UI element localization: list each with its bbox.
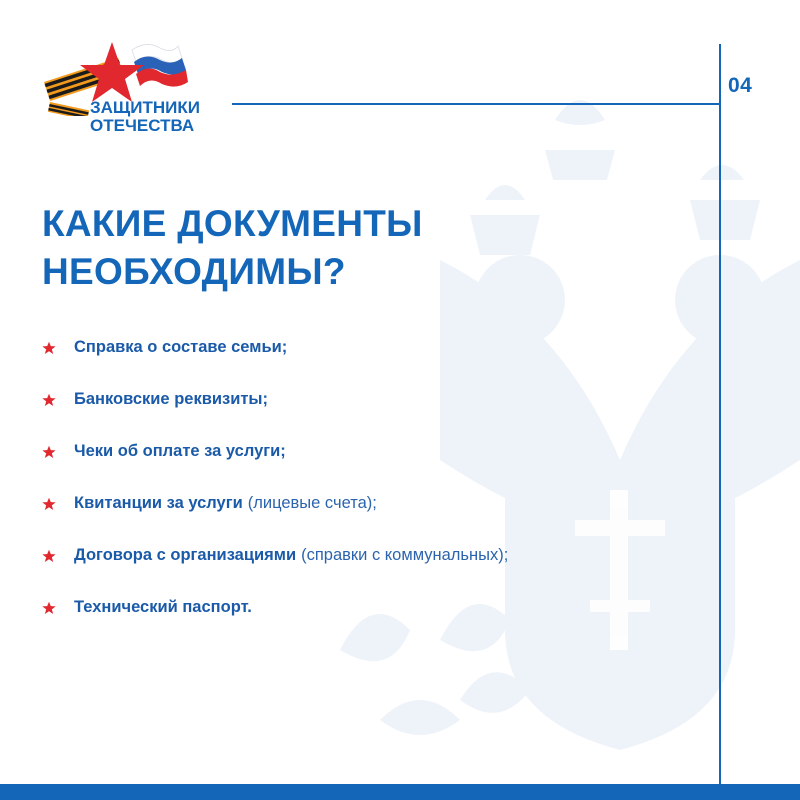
item-main-text: Квитанции за услуги <box>74 494 243 512</box>
red-star-bullet-icon <box>42 497 56 511</box>
red-star-bullet-icon <box>42 393 56 407</box>
red-star-bullet-icon <box>42 445 56 459</box>
list-item <box>42 338 508 390</box>
title-line-2: НЕОБХОДИМЫ? <box>42 251 346 292</box>
logo-line-1: ЗАЩИТНИКИ <box>90 98 200 117</box>
list-item <box>42 442 508 494</box>
red-star-bullet-icon <box>42 601 56 615</box>
list-item <box>42 494 508 546</box>
bottom-bar <box>0 784 800 800</box>
red-star-bullet-icon <box>42 549 56 563</box>
item-extra-text: (справки с коммунальных); <box>301 546 509 564</box>
page-title <box>42 200 423 296</box>
logo-line-2: ОТЕЧЕСТВА <box>90 116 195 135</box>
documents-list <box>42 338 508 650</box>
item-main-text: Договора с организациями <box>74 546 297 564</box>
list-item <box>42 598 508 650</box>
header-divider <box>232 103 720 105</box>
item-main-text: Технический паспорт. <box>74 598 252 616</box>
list-item <box>42 546 508 598</box>
red-star-bullet-icon <box>42 341 56 355</box>
item-main-text: Чеки об оплате за услуги; <box>74 442 286 460</box>
item-extra-text: (лицевые счета); <box>247 494 377 512</box>
title-line-1: КАКИЕ ДОКУМЕНТЫ <box>42 203 423 244</box>
vertical-divider <box>719 44 721 784</box>
item-main-text: Банковские реквизиты; <box>74 390 269 408</box>
logo-text <box>90 99 200 135</box>
page-number: 04 <box>728 74 753 97</box>
item-main-text: Справка о составе семьи; <box>74 338 288 356</box>
list-item <box>42 390 508 442</box>
logo <box>40 38 240 142</box>
